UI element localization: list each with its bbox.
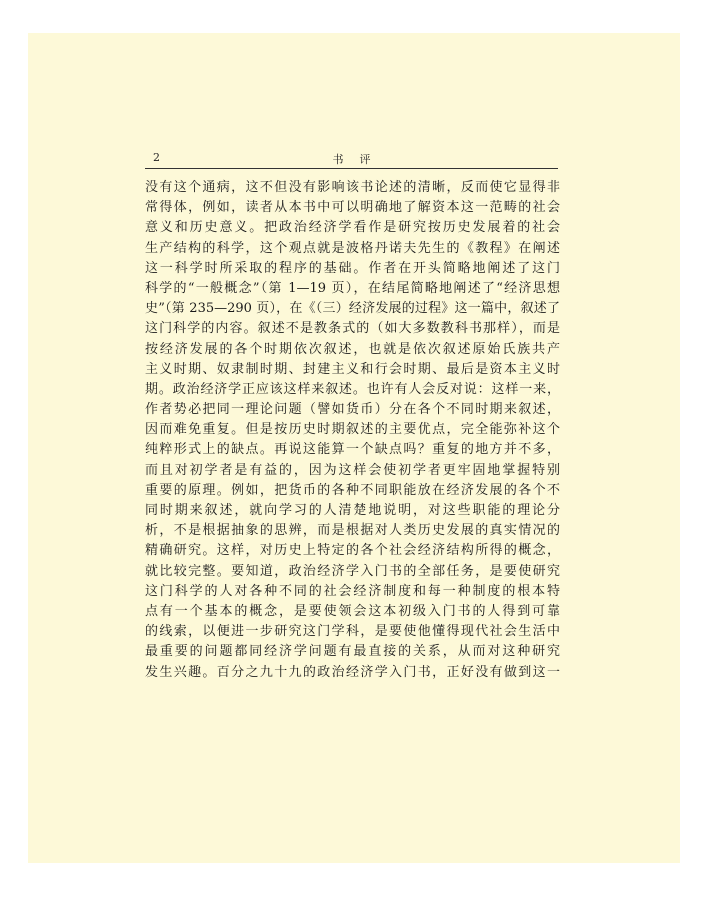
page-number: 2 <box>153 151 160 164</box>
text-line: 精确研究。这样，对历史上特定的各个社会经济结构所得的概念， <box>145 543 560 559</box>
text-line: 就比较完整。要知道，政治经济学入门书的全部任务，是要使研究 <box>145 563 560 579</box>
text-line: 这门科学的内容。叙述不是教条式的（如大多数教科书那样），而是 <box>145 321 560 337</box>
text-line: 重要的原理。例如，把货币的各种不同职能放在经济发展的各个不 <box>145 482 560 498</box>
page-header <box>145 151 558 168</box>
text-line: 史”（第 235—290 页），在《（三）经济发展的过程》这一篇中，叙述了 <box>145 301 560 317</box>
text-line: 主义时期、奴隶制时期、封建主义和行会时期、最后是资本主义时 <box>145 361 560 377</box>
text-line: 而且对初学者是有益的，因为这样会使初学者更牢固地掌握特别 <box>145 462 560 478</box>
text-line: 的线索，以便进一步研究这门学科，是要使他懂得现代社会生活中 <box>145 624 560 640</box>
text-line: 没有这个通病，这不但没有影响该书论述的清晰，反而使它显得非 <box>145 180 560 195</box>
text-line: 按经济发展的各个时期依次叙述，也就是依次叙述原始氏族共产 <box>145 341 560 357</box>
body-text <box>145 178 560 683</box>
text-line: 析，不是根据抽象的思辨，而是根据对人类历史发展的真实情况的 <box>145 523 560 539</box>
text-line: 作者势必把同一理论问题（譬如货币）分在各个不同时期来叙述， <box>145 402 560 418</box>
text-line: 生产结构的科学，这个观点就是波格丹诺夫先生的《教程》在阐述 <box>145 240 560 256</box>
header-rule <box>145 168 558 169</box>
text-line: 发生兴趣。百分之九十九的政治经济学入门书，正好没有做到这一 <box>145 664 560 680</box>
text-line: 期。政治经济学正应该这样来叙述。也许有人会反对说：这样一来， <box>145 381 560 397</box>
text-line: 意义和历史意义。把政治经济学看作是研究按历史发展着的社会 <box>145 220 560 236</box>
text-line: 点有一个基本的概念，是要使领会这本初级入门书的人得到可靠 <box>145 603 560 619</box>
text-line: 科学的“一般概念”（第 1—19 页），在结尾简略地阐述了“经济思想 <box>145 280 560 296</box>
text-line: 这门科学的人对各种不同的社会经济制度和每一种制度的根本特 <box>145 583 560 599</box>
text-line: 最重要的问题都同经济学问题有最直接的关系，从而对这种研究 <box>145 644 560 660</box>
text-line: 因而难免重复。但是按历史时期叙述的主要优点，完全能弥补这个 <box>145 422 560 438</box>
text-line: 常得体，例如，读者从本书中可以明确地了解资本这一范畴的社会 <box>145 200 560 216</box>
text-line: 这一科学时所采取的程序的基础。作者在开头简略地阐述了这门 <box>145 260 560 276</box>
text-line: 同时期来叙述，就向学习的人清楚地说明，对这些职能的理论分 <box>145 503 560 518</box>
running-title: 书评 <box>332 153 387 166</box>
text-line: 纯粹形式上的缺点。再说这能算一个缺点吗？重复的地方并不多， <box>145 442 560 458</box>
